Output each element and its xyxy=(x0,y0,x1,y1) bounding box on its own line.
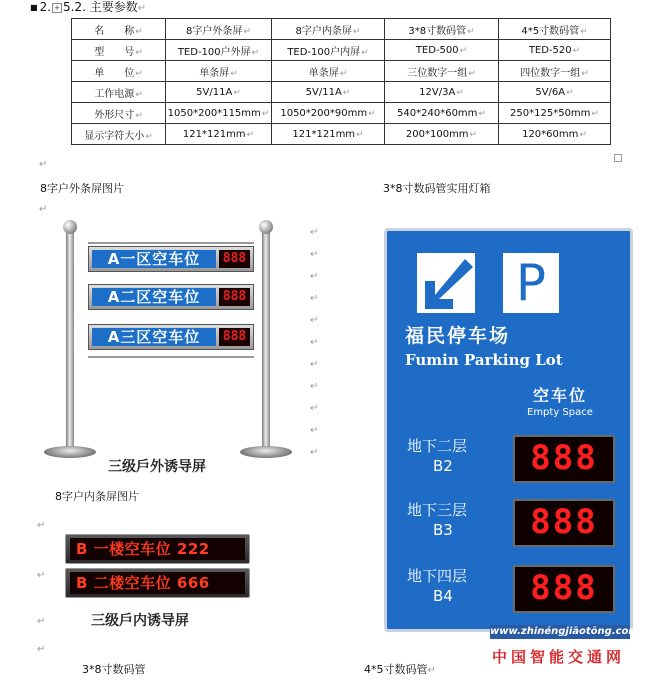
outdoor-sign-b xyxy=(88,284,254,310)
paragraph-mark-icon: ↵ xyxy=(310,403,319,414)
caption-4x5-digits xyxy=(364,663,436,677)
table-row xyxy=(72,124,611,145)
empty-label-en: Empty Space xyxy=(527,407,593,418)
level-code: B4 xyxy=(433,587,453,605)
table-end-marker xyxy=(614,154,622,162)
paragraph-mark-icon: ↵ xyxy=(310,271,319,282)
row-label: 显示字符大小↵ xyxy=(72,124,166,145)
table-cell: 121*121mm↵ xyxy=(166,124,272,145)
sign-text: A三区空车位 xyxy=(92,328,216,346)
parking-p-icon: P xyxy=(503,253,559,313)
table-cell: 三位数字一组↵ xyxy=(385,61,499,82)
paragraph-mark-icon: ↵ xyxy=(427,665,436,676)
caption-lightbox: 3*8寸数码管实用灯箱 xyxy=(383,182,491,195)
arrow-down-left-icon xyxy=(417,253,475,313)
empty-label-cn: 空车位 xyxy=(533,386,588,405)
spec-table xyxy=(71,18,611,145)
paragraph-mark-icon: ↵ xyxy=(39,204,48,215)
paragraph-mark-icon: ↵ xyxy=(310,227,319,238)
row-label: 工作电源↵ xyxy=(72,82,166,103)
sign-text: B 二楼空车位 666 xyxy=(70,572,245,594)
watermark-logo xyxy=(484,624,639,670)
indoor-sign-2 xyxy=(65,568,250,598)
led-digits: 888 xyxy=(513,565,615,613)
rail xyxy=(88,242,254,244)
paragraph-mark-icon: ↵ xyxy=(37,520,46,531)
indoor-sign-1 xyxy=(65,534,250,564)
section-heading xyxy=(30,0,146,15)
outdoor-photo-label: 三级戶外诱导屏 xyxy=(108,459,206,475)
lot-name-en: Fumin Parking Lot xyxy=(405,351,563,369)
table-anchor-icon[interactable]: + xyxy=(52,3,62,13)
led-digits: 888 xyxy=(219,328,250,346)
level-label-cn: 地下二层 xyxy=(407,437,468,455)
table-cell: TED-520↵ xyxy=(499,40,611,61)
paragraph-mark-icon: ↵ xyxy=(310,315,319,326)
table-row xyxy=(72,19,611,40)
table-cell: TED-100户外屏↵ xyxy=(166,40,272,61)
caption-outdoor: 8字户外条屏图片 xyxy=(40,182,124,195)
table-cell: 5V/11A↵ xyxy=(272,82,385,103)
table-row xyxy=(72,103,611,124)
led-digits: 888 xyxy=(219,250,250,268)
outdoor-sign-c xyxy=(88,324,254,350)
right-pole-cap xyxy=(259,220,273,234)
row-label: 型 号↵ xyxy=(72,40,166,61)
table-cell: 四位数字一组↵ xyxy=(499,61,611,82)
sign-text: A一区空车位 xyxy=(92,250,216,268)
indoor-sign-photo xyxy=(65,530,255,636)
parking-lightbox xyxy=(384,228,633,632)
left-pole xyxy=(66,226,74,454)
heading-number-part: 2. xyxy=(39,0,52,14)
indoor-photo-label: 三级戶内诱导屏 xyxy=(91,613,189,629)
outdoor-sign-photo xyxy=(44,218,302,476)
heading-title: 主要参数 xyxy=(89,0,138,14)
paragraph-mark-icon: ↵ xyxy=(310,381,319,392)
paragraph-mark-icon: ↵ xyxy=(39,159,48,170)
left-pole-base xyxy=(44,446,96,458)
watermark-url: www.zhinéngjiāotōng.com xyxy=(490,626,639,637)
table-cell: TED-500↵ xyxy=(385,40,499,61)
lot-name-cn: 福民停车场 xyxy=(405,325,511,347)
row-label: 名 称↵ xyxy=(72,19,166,40)
watermark-text: 中国智能交通网 xyxy=(492,648,626,666)
paragraph-mark-icon: ↵ xyxy=(37,644,46,655)
level-label-cn: 地下四层 xyxy=(407,567,468,585)
level-label-cn: 地下三层 xyxy=(407,501,468,519)
caption-4x5-text: 4*5寸数码管 xyxy=(364,663,428,676)
sign-text: B 一楼空车位 222 xyxy=(70,538,245,560)
arrow-svg xyxy=(417,253,475,313)
led-digits: 888 xyxy=(513,499,615,547)
table-cell: 单条屏↵ xyxy=(272,61,385,82)
table-cell: 8字户外条屏↵ xyxy=(166,19,272,40)
paragraph-mark-icon: ↵ xyxy=(37,616,46,627)
table-cell: 3*8寸数码管↵ xyxy=(385,19,499,40)
row-label: 单 位↵ xyxy=(72,61,166,82)
table-cell: 540*240*60mm↵ xyxy=(385,103,499,124)
table-cell: 250*125*50mm↵ xyxy=(499,103,611,124)
led-digits: 888 xyxy=(513,435,615,483)
table-cell: 5V/6A↵ xyxy=(499,82,611,103)
right-pole xyxy=(262,226,270,454)
table-cell: 121*121mm↵ xyxy=(272,124,385,145)
table-cell: TED-100户内屏↵ xyxy=(272,40,385,61)
level-code: B2 xyxy=(433,457,453,475)
right-pole-base xyxy=(240,446,292,458)
table-cell: 单条屏↵ xyxy=(166,61,272,82)
paragraph-mark-icon: ↵ xyxy=(310,337,319,348)
level-code: B3 xyxy=(433,521,453,539)
table-cell: 120*60mm↵ xyxy=(499,124,611,145)
heading-number: 5.2. xyxy=(63,0,86,14)
bullet-icon: ■ xyxy=(30,2,38,12)
rail xyxy=(88,356,254,358)
table-row xyxy=(72,61,611,82)
paragraph-mark-icon: ↵ xyxy=(37,570,46,581)
table-cell: 5V/11A↵ xyxy=(166,82,272,103)
paragraph-mark-icon: ↵ xyxy=(310,293,319,304)
paragraph-mark-icon: ↵ xyxy=(310,359,319,370)
led-digits: 888 xyxy=(219,288,250,306)
row-label: 外形尺寸↵ xyxy=(72,103,166,124)
paragraph-mark-icon: ↵ xyxy=(137,3,147,14)
left-pole-cap xyxy=(63,220,77,234)
caption-3x8-digits: 3*8寸数码管 xyxy=(82,663,146,676)
table-row xyxy=(72,40,611,61)
paragraph-mark-icon: ↵ xyxy=(310,447,319,458)
paragraph-mark-icon: ↵ xyxy=(310,249,319,260)
table-cell: 1050*200*115mm↵ xyxy=(166,103,272,124)
table-cell: 4*5寸数码管↵ xyxy=(499,19,611,40)
sign-text: A二区空车位 xyxy=(92,288,216,306)
table-cell: 1050*200*90mm↵ xyxy=(272,103,385,124)
table-cell: 8字户内条屏↵ xyxy=(272,19,385,40)
caption-indoor: 8字户内条屏图片 xyxy=(55,490,139,503)
outdoor-sign-a xyxy=(88,246,254,272)
table-cell: 200*100mm↵ xyxy=(385,124,499,145)
table-cell: 12V/3A↵ xyxy=(385,82,499,103)
table-row xyxy=(72,82,611,103)
paragraph-mark-icon: ↵ xyxy=(310,425,319,436)
